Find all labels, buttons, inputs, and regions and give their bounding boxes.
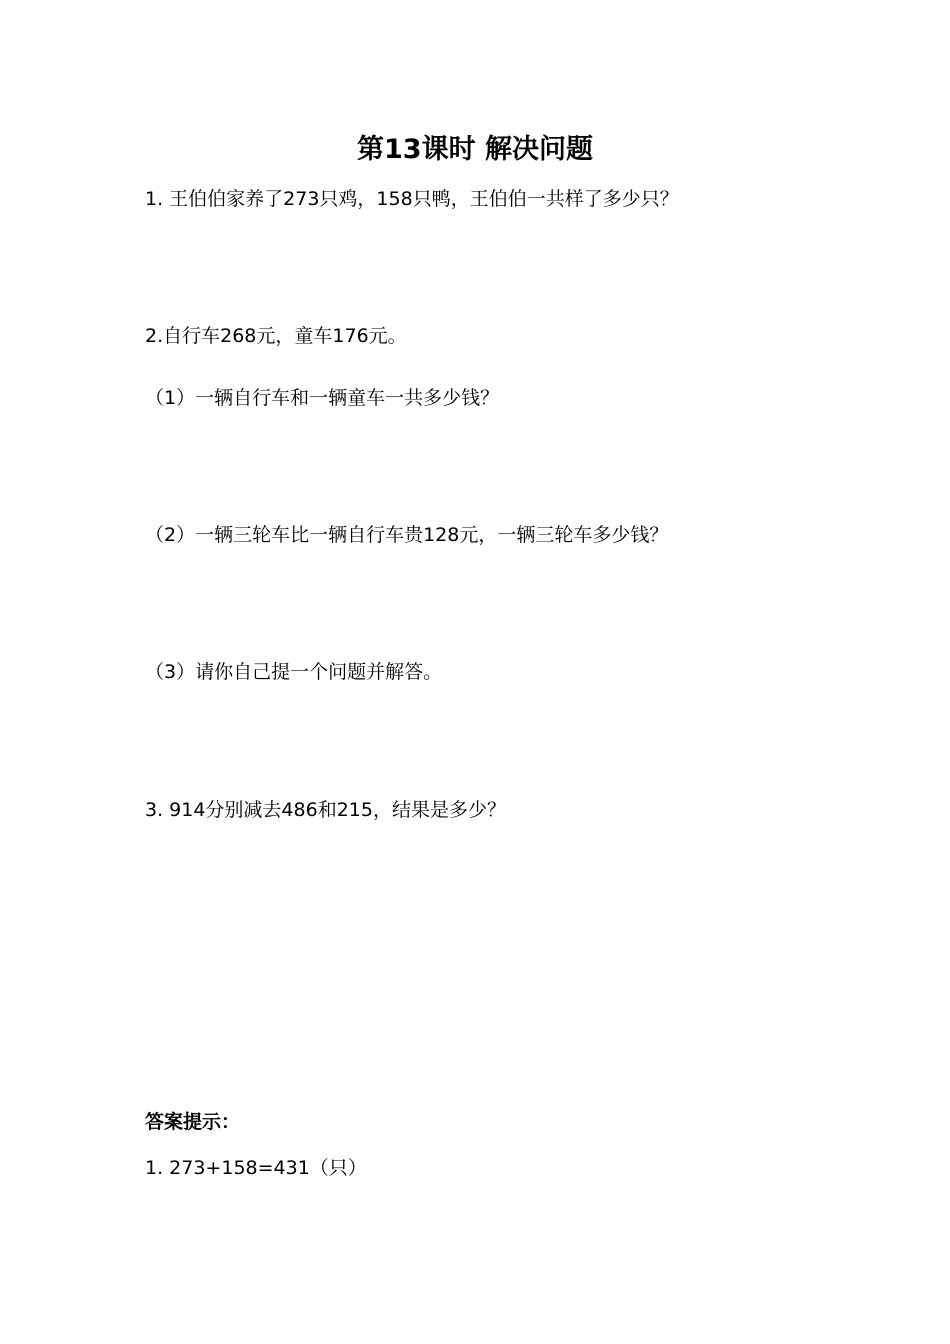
question-2-part-2: （2）一辆三轮车比一辆自行车贵128元，一辆三轮车多少钱？ bbox=[145, 524, 669, 546]
answer-1: 1. 273+158=431（只） bbox=[145, 1157, 367, 1179]
question-2-part-3: （3）请你自己提一个问题并解答。 bbox=[145, 661, 443, 683]
question-2-part-1: （1）一辆自行车和一辆童车一共多少钱？ bbox=[145, 387, 500, 409]
question-1: 1. 王伯伯家养了273只鸡，158只鸭，王伯伯一共样了多少只？ bbox=[145, 188, 679, 210]
answer-heading: 答案提示： bbox=[145, 1111, 241, 1133]
question-2: 2.自行车268元，童车176元。 bbox=[145, 325, 407, 347]
question-3: 3. 914分别减去486和215，结果是多少？ bbox=[145, 799, 506, 821]
page-title: 第13课时 解决问题 bbox=[357, 134, 593, 165]
